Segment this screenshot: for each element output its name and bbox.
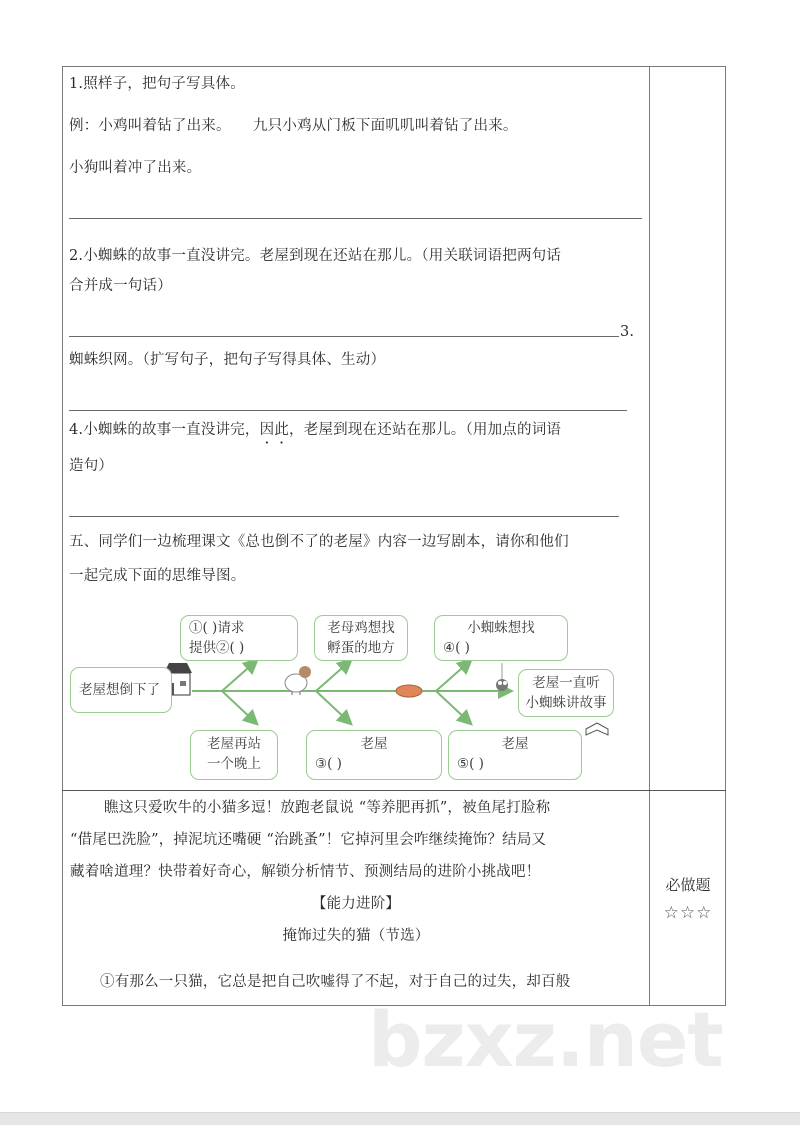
q1-prompt: 小狗叫着冲了出来。 [69,160,202,176]
mind-map-box-3-line2: ③( ) [315,756,342,772]
next-page [0,1125,800,1134]
mind-map-end-line2: 小蜘蛛讲故事 [525,695,607,711]
q1-example-answer: 九只小鸡从门板下面叽叽叫着钻了出来。 [253,118,518,134]
q2-line1: 2.小蜘蛛的故事一直没讲完。老屋到现在还站在那儿。（用关联词语把两句话 [69,248,562,264]
mind-map-box-5[interactable] [448,730,582,780]
q1-answer-line[interactable] [69,218,642,219]
section-title: 【能力进阶】 [311,896,401,912]
mind-map-bottom-1-line2: 一个晚上 [207,756,261,772]
reading-intro-line2: “借尾巴洗脸”，掉泥坑还嘴硬 “治跳蚤”！它掉河里会咋继续掩饰？结局又 [70,832,547,848]
difficulty-stars: ☆☆☆ [663,903,713,923]
page-separator [0,1112,800,1126]
q4-text-after: ，老屋到现在还站在那儿。（用加点的词语 [289,422,562,438]
mind-map-box-1[interactable] [180,615,298,661]
article-title: 掩饰过失的猫（节选） [282,928,430,944]
q2-answer-line[interactable] [69,336,619,337]
q4-answer-line[interactable] [69,516,619,517]
mind-map-box-bottom-1 [190,730,278,780]
book-icon [586,723,608,735]
q5-line1: 五、同学们一边梳理课文《总也倒不了的老屋》内容一边写剧本，请你和他们 [69,534,569,550]
mind-map-end-line1: 老屋一直听 [532,675,600,691]
required-label: 必做题 [665,876,711,894]
q4-dotted-char-1: 因 [259,422,275,438]
mind-map-end-box [518,669,614,717]
q5-line2: 一起完成下面的思维导图。 [69,568,246,584]
q4-text-before: 4.小蜘蛛的故事一直没讲完， [69,422,260,438]
mind-map-bottom-1-line1: 老屋再站 [207,736,261,752]
q4-dotted-char-2: 此 [274,422,290,438]
mind-map-box-2 [314,615,408,661]
mind-map-box-3[interactable] [306,730,442,780]
mind-map-box-1-line2: 提供②( ) [189,640,245,656]
mind-map [70,605,625,787]
q1-example-label: 例：小鸡叫着钻了出来。 [69,118,231,134]
mind-map-box-1-line1: ①( )请求 [189,620,245,636]
nest-icon [396,685,422,697]
q3-number: 3. [620,324,635,340]
mind-map-box-2-line1: 老母鸡想找 [327,620,395,636]
spider-icon [496,679,508,691]
mind-map-start-text: 老屋想倒下了 [79,682,160,698]
reading-intro-line1: 瞧这只爱吹牛的小猫多逗！放跑老鼠说 “等养肥再抓”，被鱼尾打脸称 [104,800,551,816]
mind-map-box-4-line1: 小蜘蛛想找 [467,620,535,636]
q4-line2: 造句） [69,458,114,474]
mind-map-box-5-line1: 老屋 [501,736,529,752]
q4-line1 [69,420,561,440]
reading-paragraph-1: ①有那么一只猫，它总是把自己吹嘘得了不起，对于自己的过失，却百般 [100,974,571,990]
mind-map-box-5-line2: ⑤( ) [457,756,484,772]
q3-answer-line[interactable] [69,410,627,411]
mind-map-box-2-line2: 孵蛋的地方 [327,640,395,656]
watermark: bzxz.net [368,995,723,1084]
column-divider [649,66,650,1006]
row-divider [62,790,726,791]
q2-line2: 合并成一句话） [69,278,172,294]
mind-map-box-3-line1: 老屋 [360,736,388,752]
q3-text: 蜘蛛织网。（扩写句子，把句子写得具体、生动） [69,352,386,368]
mind-map-box-4-line2: ④( ) [443,640,470,656]
mind-map-box-4[interactable] [434,615,568,661]
mind-map-start-box [70,667,172,713]
reading-intro-line3: 藏着啥道理？快带着好奇心，解锁分析情节、预测结局的进阶小挑战吧！ [70,864,541,880]
q1-title: 1.照样子，把句子写具体。 [69,76,245,92]
